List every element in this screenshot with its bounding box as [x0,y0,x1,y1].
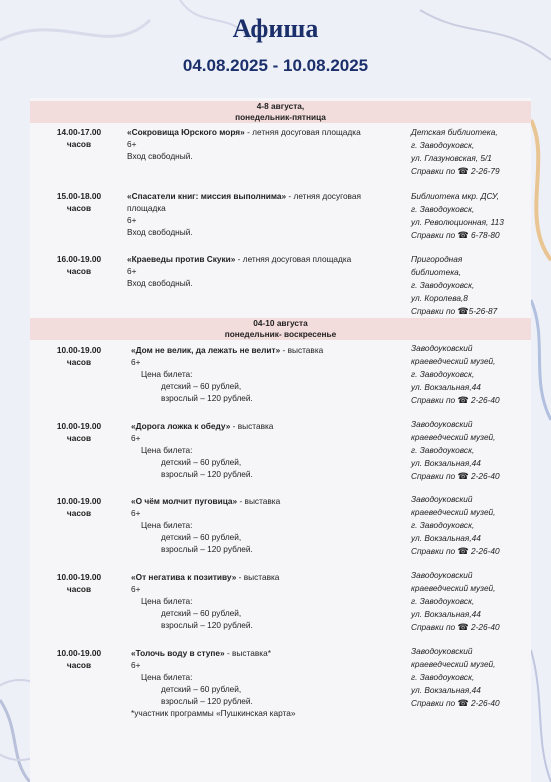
event-time: 14.00-17.00 часов [56,127,102,149]
event-time: 10.00-19.00 часов [56,345,102,367]
section-dates: 04-10 августа [253,318,308,328]
event-title: «Спасатели книг: миссия выполнима» [127,191,287,201]
telephone-icon: ☎ [457,230,469,240]
telephone-icon: ☎ [457,395,469,405]
phone-line: Справки по ☎ 2-26-79 [411,166,500,176]
event-time: 15.00-18.00 часов [56,191,102,213]
telephone-icon: ☎ [457,622,469,632]
event-title: «Дом не велик, да лежать не велит» [131,345,281,355]
event-title: «О чём молчит пуговица» [131,496,238,506]
telephone-icon: ☎ [457,471,469,481]
event-venue: Заводоуковский краеведческий музей, г. Заводоуковск, ул. Вокзальная,44 Справки по ☎ 2-26-40 [411,342,529,407]
page-title: Афиша [232,14,319,43]
event-description: «От негатива к позитиву» - выставка 6+ Цена билета: детский – 60 рублей, взрослый – 120 рублей. [131,572,280,630]
event-title: «Толочь воду в ступе» [131,648,225,658]
phone-line: Справки по ☎ 2-26-40 [411,622,500,632]
event-time: 10.00-19.00 часов [56,496,102,518]
section-header [30,101,531,123]
telephone-icon: ☎ [457,306,469,316]
event-venue: Заводоуковский краеведческий музей, г. Заводоуковск, ул. Вокзальная,44 Справки по ☎ 2-26-40 [411,645,529,710]
section-days: понедельник-пятница [235,112,326,122]
event-description: «Краеведы против Скуки» - летняя досуговая площадка 6+ Вход свободный. [127,254,352,288]
phone-line: Справки по ☎ 6-78-80 [411,230,500,240]
telephone-icon: ☎ [457,546,469,556]
event-venue: Заводоуковский краеведческий музей, г. Заводоуковск, ул. Вокзальная,44 Справки по ☎ 2-26-40 [411,493,529,558]
event-time: 16.00-19.00 часов [56,254,102,276]
event-venue: Библиотека мкр. ДСУ, г. Заводоуковск, ул. Революционная, 113 Справки по ☎ 6-78-80 [411,190,529,242]
event-venue: Детская библиотека, г. Заводоуковск, ул. Глазуновская, 5/1 Справки по ☎ 2-26-79 [411,126,529,178]
pushkin-card-note: *участник программы «Пушкинская карта» [131,708,296,718]
section-header [30,318,531,340]
event-title: «Краеведы против Скуки» [127,254,236,264]
telephone-icon: ☎ [457,698,469,708]
event-title: «Дорога ложка к обеду» [131,421,231,431]
event-description: «Сокровища Юрского моря» - летняя досуговая площадка 6+ Вход свободный. [127,127,361,161]
event-title: «Сокровища Юрского моря» [127,127,245,137]
phone-line: Справки по ☎ 2-26-40 [411,395,500,405]
event-time: 10.00-19.00 часов [56,648,102,670]
telephone-icon: ☎ [457,166,469,176]
phone-line: Справки по ☎ 2-26-40 [411,698,500,708]
phone-line: Справки по ☎5-26-87 [411,306,498,316]
event-venue: Заводоуковский краеведческий музей, г. Заводоуковск, ул. Вокзальная,44 Справки по ☎ 2-26-40 [411,569,529,634]
event-description: «Толочь воду в ступе» - выставка* 6+ Цена билета: детский – 60 рублей, взрослый – 120 рублей. *участник программы «Пушкинская карта» [131,647,401,719]
event-venue: Пригородная библиотека, г. Заводоуковск, ул. Королева,8 Справки по ☎5-26-87 [411,253,529,318]
date-range: 04.08.2025 - 10.08.2025 [182,56,369,75]
event-time: 10.00-19.00 часов [56,421,102,443]
section-dates: 4-8 августа, [256,101,305,111]
event-time: 10.00-19.00 часов [56,572,102,594]
event-description: «Спасатели книг: миссия выполнима» - летняя досуговая площадка 6+ Вход свободный. [127,191,361,237]
event-venue: Заводоуковский краеведческий музей, г. Заводоуковск, ул. Вокзальная,44 Справки по ☎ 2-26-40 [411,418,529,483]
event-title: «От негатива к позитиву» [131,572,237,582]
event-description: «Дорога ложка к обеду» - выставка 6+ Цена билета: детский – 60 рублей, взрослый – 120 рублей. [131,421,274,479]
section-days: понедельник- воскресенье [224,329,337,339]
event-description: «О чём молчит пуговица» - выставка 6+ Цена билета: детский – 60 рублей, взрослый – 120 рублей. [131,496,281,554]
event-description: «Дом не велик, да лежать не велит» - выставка 6+ Цена билета: детский – 60 рублей, взрослый – 120 рублей. [131,345,324,403]
phone-line: Справки по ☎ 2-26-40 [411,471,500,481]
phone-line: Справки по ☎ 2-26-40 [411,546,500,556]
